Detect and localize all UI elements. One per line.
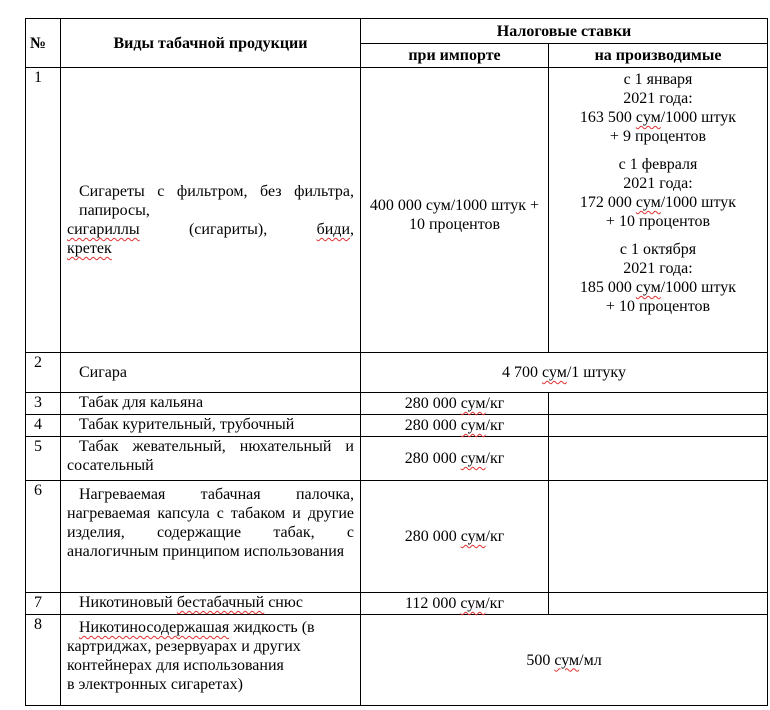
product-name: Никотиносодержашая жидкость (в картриджах, резервуарах и других контейнерах для использования в электронных сигаретах): [61, 615, 361, 706]
import-rate: 400 000 сум/1000 штук + 10 процентов: [361, 68, 549, 353]
produced-rate-empty: [549, 593, 768, 615]
table-row: 5 Табак жевательный, нюхательный и сосательный 280 000 сум/кг: [26, 437, 768, 481]
product-name: Табак курительный, трубочный: [61, 415, 361, 437]
import-rate: 280 000 сум/кг: [361, 437, 549, 481]
product-name: Табак для кальяна: [61, 393, 361, 415]
import-rate: 280 000 сум/кг: [361, 481, 549, 593]
product-name: Табак жевательный, нюхательный и сосательный: [61, 437, 361, 481]
produced-rate-empty: [549, 481, 768, 593]
produced-rate-empty: [549, 393, 768, 415]
produced-rate-empty: [549, 437, 768, 481]
produced-rate-empty: [549, 415, 768, 437]
rate-period: с 1 октября 2021 года: 185 000 сум/1000 штук + 10 процентов: [579, 241, 737, 315]
rate-period: с 1 января 2021 года: 163 500 сум/1000 штук + 9 процентов: [579, 71, 737, 145]
import-rate: 112 000 сум/кг: [361, 593, 549, 615]
import-rate: 280 000 сум/кг: [361, 415, 549, 437]
product-name: Никотиновый бестабачный снюс: [61, 593, 361, 615]
product-name: Нагреваемая табачная палочка, нагреваемая капсула с табаком и другие изделия, содержащие табак, с аналогичным принципом использования: [61, 481, 361, 593]
product-name: Сигара: [61, 353, 361, 393]
header-import: при импорте: [361, 44, 549, 68]
table-row: 6 Нагреваемая табачная палочка, нагреваемая капсула с табаком и другие изделия, содержащие табак, с аналогичным принципом использования 280 000 сум/кг: [26, 481, 768, 593]
rate-period: с 1 февраля 2021 года: 172 000 сум/1000 штук + 10 процентов: [579, 156, 737, 230]
header-row: [26, 19, 768, 44]
header-rates: Налоговые ставки: [361, 19, 768, 44]
header-types: Виды табачной продукции: [61, 19, 361, 68]
table-row: 2 Сигара 4 700 сум/1 штуку: [26, 353, 768, 393]
produced-rates: [549, 68, 768, 353]
header-no: №: [26, 19, 61, 68]
table-row: 4 Табак курительный, трубочный 280 000 сум/кг: [26, 415, 768, 437]
header-produced: на производимые: [549, 44, 768, 68]
product-name: Сигареты с фильтром, без фильтра, папиросы, сигариллы (сигариты), биди, кретек: [61, 68, 361, 353]
rate: 4 700 сум/1 штуку: [361, 353, 768, 393]
table-row: 3 Табак для кальяна 280 000 сум/кг: [26, 393, 768, 415]
import-rate: 280 000 сум/кг: [361, 393, 549, 415]
row-number: 1: [26, 68, 61, 353]
table-row: 8 Никотиносодержашая жидкость (в картриджах, резервуарах и других контейнерах для использования в электронных сигаретах) 500 сум/мл: [26, 615, 768, 706]
table-row: 7 Никотиновый бестабачный снюс 112 000 сум/кг: [26, 593, 768, 615]
rate: 500 сум/мл: [361, 615, 768, 706]
tax-rates-table: [25, 18, 768, 706]
table-row: [26, 68, 768, 353]
